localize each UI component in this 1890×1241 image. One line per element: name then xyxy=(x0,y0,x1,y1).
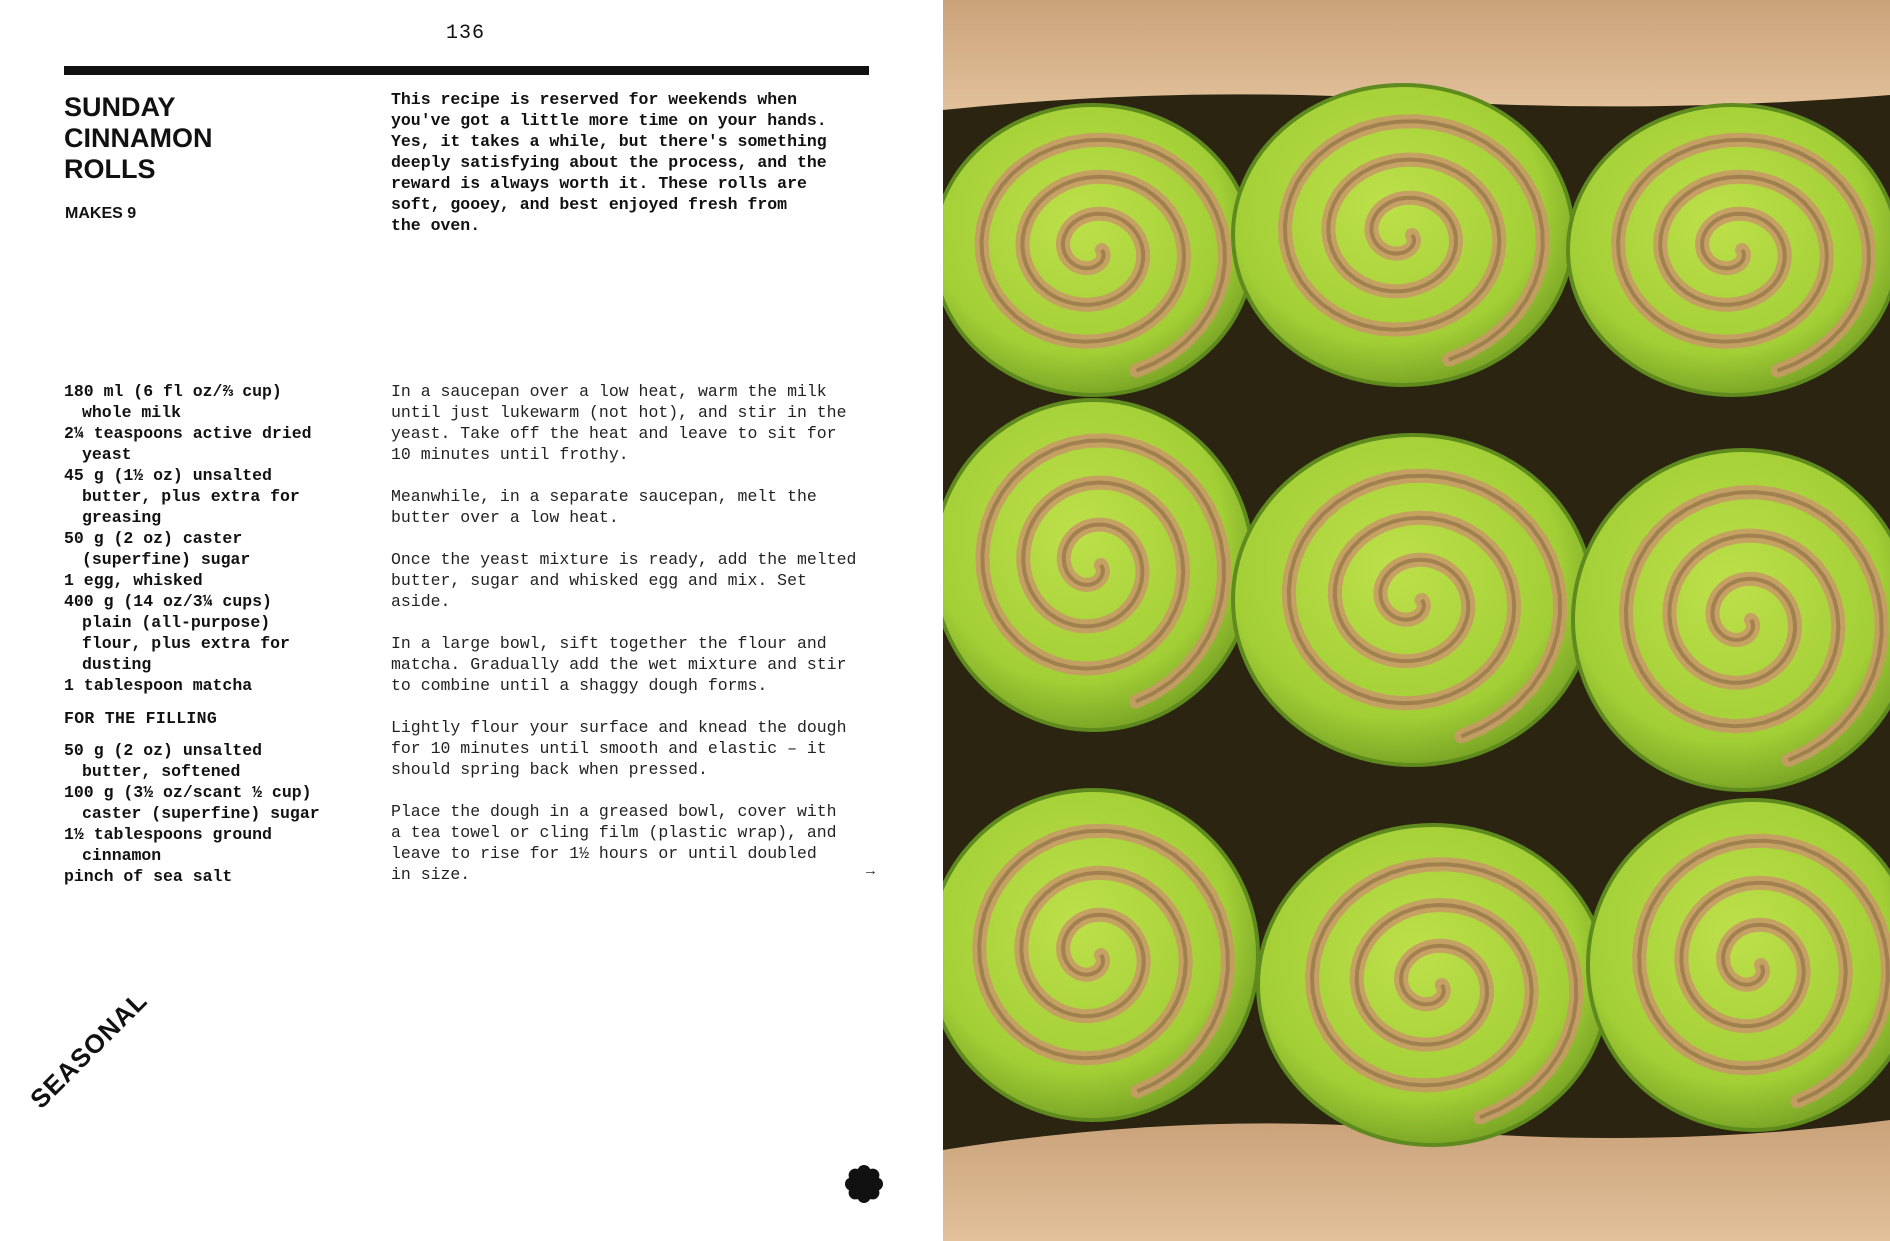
cinnamon-roll xyxy=(1588,800,1890,1130)
rolls-photo-svg xyxy=(943,0,1890,1241)
ingredient-item: 50 g (2 oz) caster (superfine) sugar xyxy=(64,529,251,569)
recipe-title-line: SUNDAY xyxy=(64,92,176,122)
filling-item: 1½ tablespoons ground cinnamon xyxy=(64,825,272,865)
method-step: In a large bowl, sift together the flour and matcha. Gradually add the wet mixture and stir to combine until a shaggy dough forms. xyxy=(391,634,847,695)
ingredient-item: 1 tablespoon matcha xyxy=(64,676,253,695)
recipe-title-line: CINNAMON xyxy=(64,123,213,153)
recipe-intro: This recipe is reserved for weekends when you've got a little more time on your hands. Yes, it takes a while, but there's something deeply satisfying about the process, and the reward is always worth it. These rolls are soft, gooey, and best enjoyed fresh from the oven. xyxy=(391,90,827,235)
filling-item: pinch of sea salt xyxy=(64,867,233,886)
ingredient-item: 1 egg, whisked xyxy=(64,571,203,590)
method-step: Meanwhile, in a separate saucepan, melt the butter over a low heat. xyxy=(391,487,817,527)
cinnamon-roll xyxy=(1573,450,1890,790)
method-step: Lightly flour your surface and knead the dough for 10 minutes until smooth and elastic – it should spring back when pressed. xyxy=(391,718,847,779)
cinnamon-roll xyxy=(943,105,1253,395)
page-number: 136 xyxy=(446,22,486,45)
recipe-page xyxy=(0,0,943,1241)
filling-item: 50 g (2 oz) unsalted butter, softened xyxy=(64,741,263,781)
recipe-title xyxy=(64,92,344,185)
method-steps xyxy=(391,381,891,906)
cinnamon-roll xyxy=(1258,825,1608,1145)
method-step: Place the dough in a greased bowl, cover with a tea towel or cling film (plastic wrap), and leave to rise for 1½ hours or until doubled in size. xyxy=(391,802,837,884)
cinnamon-roll xyxy=(1233,435,1593,765)
filling-heading: FOR THE FILLING xyxy=(64,709,218,728)
flower-icon xyxy=(845,1165,883,1203)
recipe-yield: MAKES 9 xyxy=(65,205,137,222)
ingredients-list xyxy=(64,381,364,887)
cinnamon-roll xyxy=(1568,105,1890,395)
ingredient-item: 400 g (14 oz/3¼ cups) plain (all-purpose) flour, plus extra for dusting xyxy=(64,592,290,674)
header-rule xyxy=(64,66,869,75)
cinnamon-roll xyxy=(943,790,1258,1120)
method-step: Once the yeast mixture is ready, add the melted butter, sugar and whisked egg and mix. Set aside. xyxy=(391,550,857,611)
recipe-title-line: ROLLS xyxy=(64,154,156,184)
continue-arrow-icon: → xyxy=(866,863,876,880)
matcha-cinnamon-rolls-photo xyxy=(943,0,1890,1241)
cinnamon-roll xyxy=(1233,85,1573,385)
method-step: In a saucepan over a low heat, warm the milk until just lukewarm (not hot), and stir in the yeast. Take off the heat and leave to sit for 10 minutes until frothy. xyxy=(391,382,847,464)
filling-item: 100 g (3½ oz/scant ½ cup) caster (superfine) sugar xyxy=(64,783,320,823)
ingredient-item: 180 ml (6 fl oz/⅔ cup) whole milk xyxy=(64,382,282,422)
cinnamon-roll xyxy=(943,400,1253,730)
ingredient-item: 45 g (1½ oz) unsalted butter, plus extra for greasing xyxy=(64,466,300,527)
section-label: SEASONAL xyxy=(24,985,154,1115)
ingredient-item: 2¼ teaspoons active dried yeast xyxy=(64,424,312,464)
